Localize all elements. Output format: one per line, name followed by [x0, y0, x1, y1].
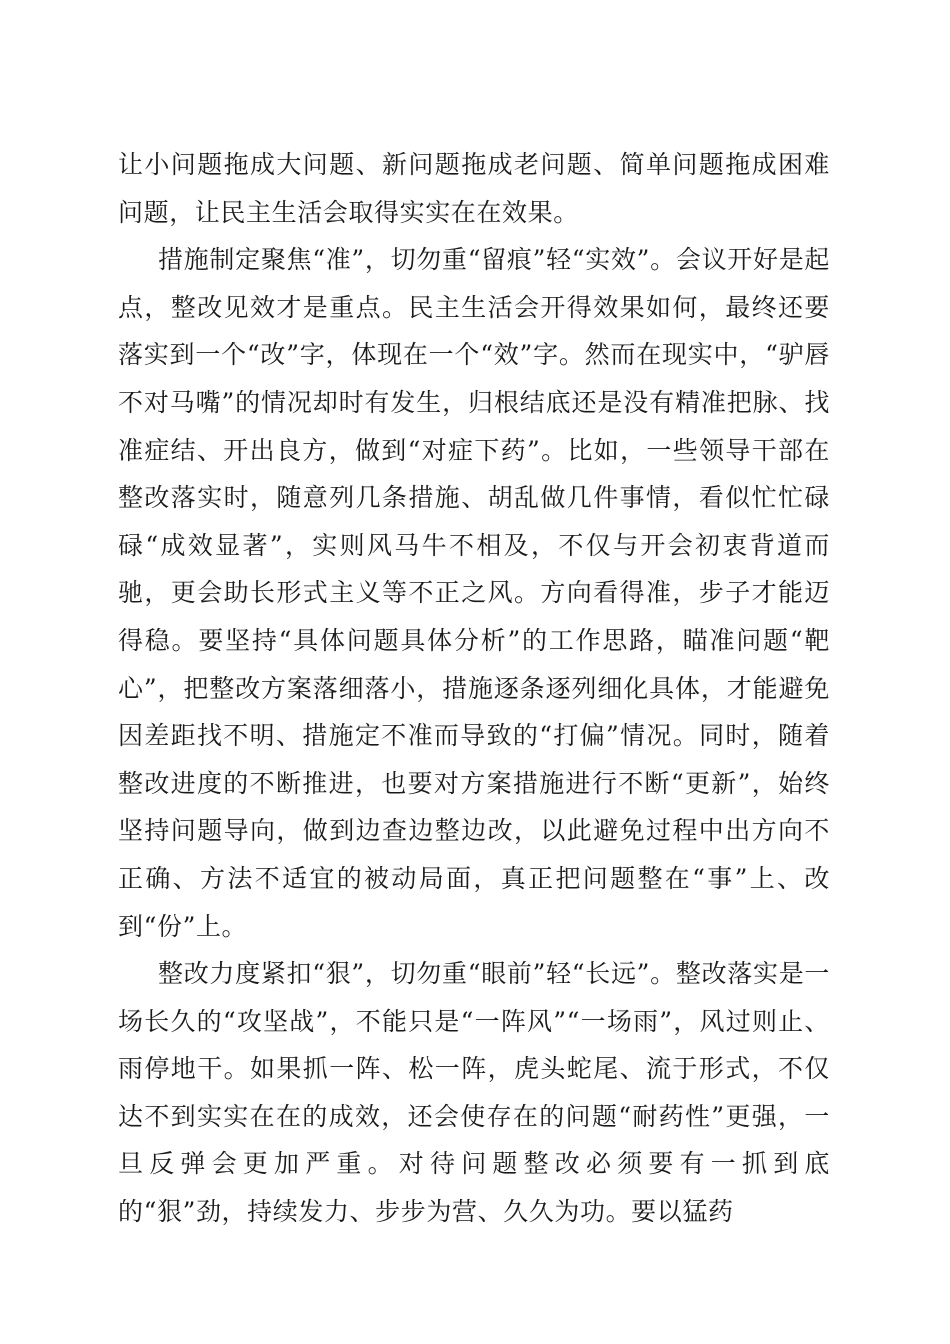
- document-body: [118, 141, 830, 1236]
- paragraph-rectification-strength: 整改力度紧扣“狠”，切勿重“眼前”轻“长远”。整改落实是一场长久的“攻坚战”，不能只是“一阵风”“一场雨”，风过则止、雨停地干。如果抓一阵、松一阵，虎头蛇尾、流于形式，不仅达不到实实在在的成效，还会使存在的问题“耐药性”更强，一旦反弹会更加严重。对待问题整改必须要有一抓到底的“狠”劲，持续发力、步步为营、久久为功。要以猛药: [118, 959, 830, 1227]
- paragraph-measures: 措施制定聚焦“准”，切勿重“留痕”轻“实效”。会议开好是起点，整改见效才是重点。民主生活会开得效果如何，最终还要落实到一个“改”字，体现在一个“效”字。然而在现实中，“驴唇不对马嘴”的情况却时有发生，归根结底还是没有精准把脉、找准症结、开出良方，做到“对症下药”。比如，一些领导干部在整改落实时，随意列几条措施、胡乱做几件事情，看似忙忙碌碌“成效显著”，实则风马牛不相及，不仅与开会初衷背道而驰，更会助长形式主义等不正之风。方向看得准，步子才能迈得稳。要坚持“具体问题具体分析”的工作思路，瞄准问题“靶心”，把整改方案落细落小，措施逐条逐列细化具体，才能避免因差距找不明、措施定不准而导致的“打偏”情况。同时，随着整改进度的不断推进，也要对方案措施进行不断“更新”，始终坚持问题导向，做到边查边整边改，以此避免过程中出方向不正确、方法不适宜的被动局面，真正把问题整在“事”上、改到“份”上。: [118, 245, 830, 941]
- paragraph-continuation: 让小问题拖成大问题、新问题拖成老问题、简单问题拖成困难问题，让民主生活会取得实实在在效果。: [118, 150, 830, 227]
